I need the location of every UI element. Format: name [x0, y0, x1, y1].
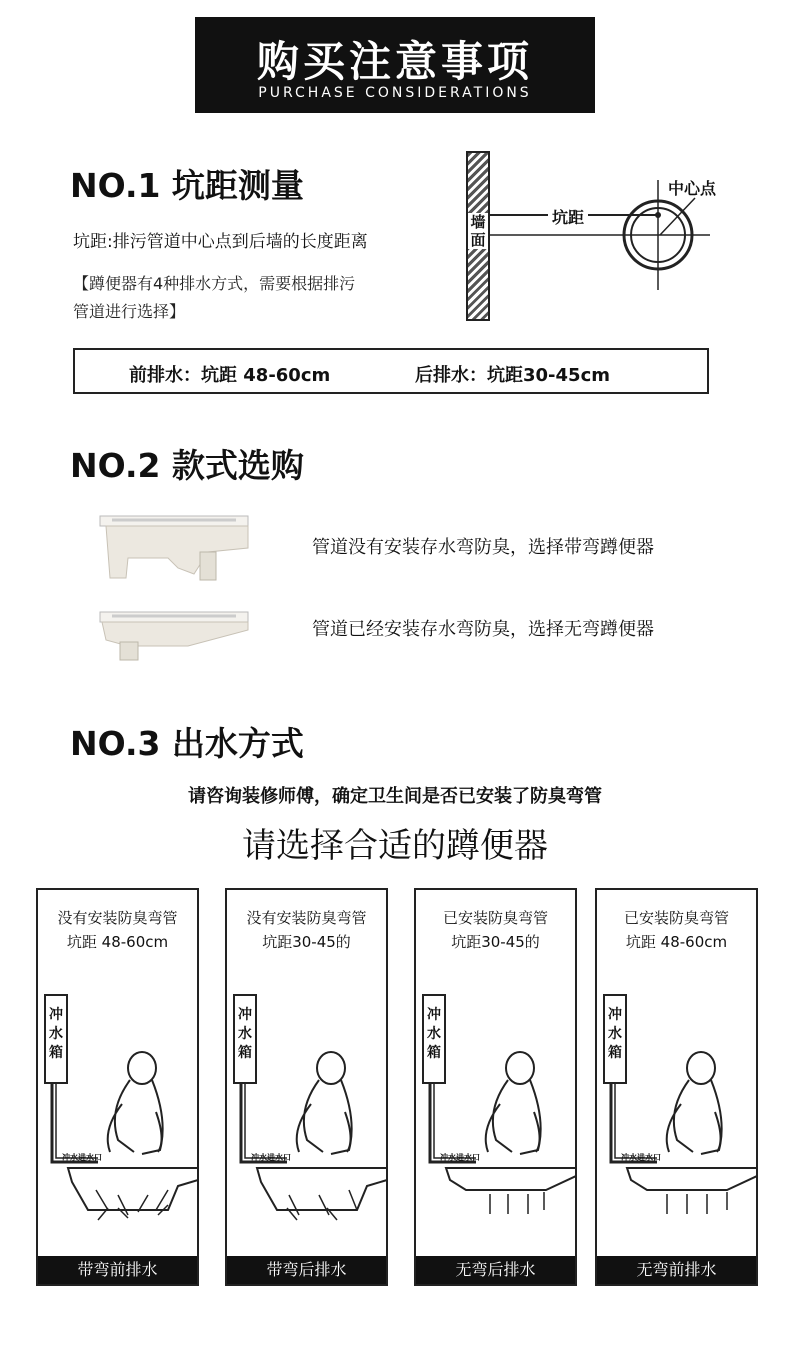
- front-drain-distance: 前排水：坑距 48-60cm: [129, 365, 331, 386]
- page-title: 购买注意事项: [256, 37, 533, 86]
- distance-label: 坑距: [548, 205, 588, 228]
- toilet-without-trap-image: [98, 606, 250, 662]
- squat-figure-illustration: [597, 890, 758, 1286]
- flush-tank: 冲水箱: [422, 994, 446, 1084]
- page-subtitle: PURCHASE CONSIDERATIONS: [258, 85, 532, 101]
- panel-caption-line2: 坑距30-45的: [451, 933, 540, 951]
- flush-inlet-label: 冲水进水口: [621, 1153, 661, 1162]
- panel-footer: 带弯后排水: [227, 1256, 386, 1284]
- panel-caption-line2: 坑距30-45的: [262, 933, 351, 951]
- panel-caption-line2: 坑距 48-60cm: [625, 933, 728, 951]
- squat-figure-illustration: [38, 890, 199, 1286]
- style-desc-with-trap: 管道没有安装存水弯防臭，选择带弯蹲便器: [312, 537, 654, 558]
- toilet-with-trap-image: [98, 508, 250, 584]
- drain-panel-2: [225, 888, 388, 1286]
- center-point-marker: [655, 212, 661, 218]
- section3-choose: 请选择合适的蹲便器: [242, 826, 548, 866]
- flush-tank: 冲水箱: [233, 994, 257, 1084]
- flush-inlet-label: 冲水进水口: [251, 1153, 291, 1162]
- panel-caption-line1: 已安装防臭弯管: [623, 909, 729, 927]
- panel-footer: 带弯前排水: [38, 1256, 197, 1284]
- drain-distance-box: [73, 348, 709, 394]
- header-banner: [195, 17, 595, 113]
- section1-definition: 坑距:排污管道中心点到后墙的长度距离: [73, 232, 368, 252]
- flush-inlet-label: 冲水进水口: [440, 1153, 480, 1162]
- panel-footer: 无弯后排水: [416, 1256, 575, 1284]
- panel-caption-line1: 没有安装防臭弯管: [57, 909, 178, 927]
- panel-caption-line1: 已安装防臭弯管: [442, 909, 548, 927]
- flush-inlet-label: 冲水进水口: [62, 1153, 102, 1162]
- section3-ask: 请咨询装修师傅，确定卫生间是否已安装了防臭弯管: [188, 786, 602, 807]
- center-point-label: 中心点: [668, 179, 717, 198]
- section1-title: NO.1 坑距测量: [70, 166, 304, 205]
- panel-caption-line2: 坑距 48-60cm: [66, 933, 169, 951]
- flush-tank: 冲水箱: [44, 994, 68, 1084]
- section2-title: NO.2 款式选购: [70, 446, 304, 485]
- rear-drain-distance: 后排水：坑距30-45cm: [415, 365, 610, 386]
- squat-figure-illustration: [227, 890, 388, 1286]
- squat-figure-illustration: [416, 890, 577, 1286]
- center-pointer-line: [660, 198, 695, 235]
- drain-panel-3: [414, 888, 577, 1286]
- style-desc-without-trap: 管道已经安装存水弯防臭，选择无弯蹲便器: [312, 619, 654, 640]
- panel-footer: 无弯前排水: [597, 1256, 756, 1284]
- panel-caption-line1: 没有安装防臭弯管: [246, 909, 367, 927]
- wall-label: 墙面: [468, 213, 488, 249]
- drain-panel-1: [36, 888, 199, 1286]
- section1-note-line2: 管道进行选择】: [73, 302, 186, 321]
- drain-panel-4: [595, 888, 758, 1286]
- section1-note-line1: 【蹲便器有4种排水方式，需要根据排污: [73, 274, 356, 293]
- section3-title: NO.3 出水方式: [70, 724, 304, 763]
- flush-tank: 冲水箱: [603, 994, 627, 1084]
